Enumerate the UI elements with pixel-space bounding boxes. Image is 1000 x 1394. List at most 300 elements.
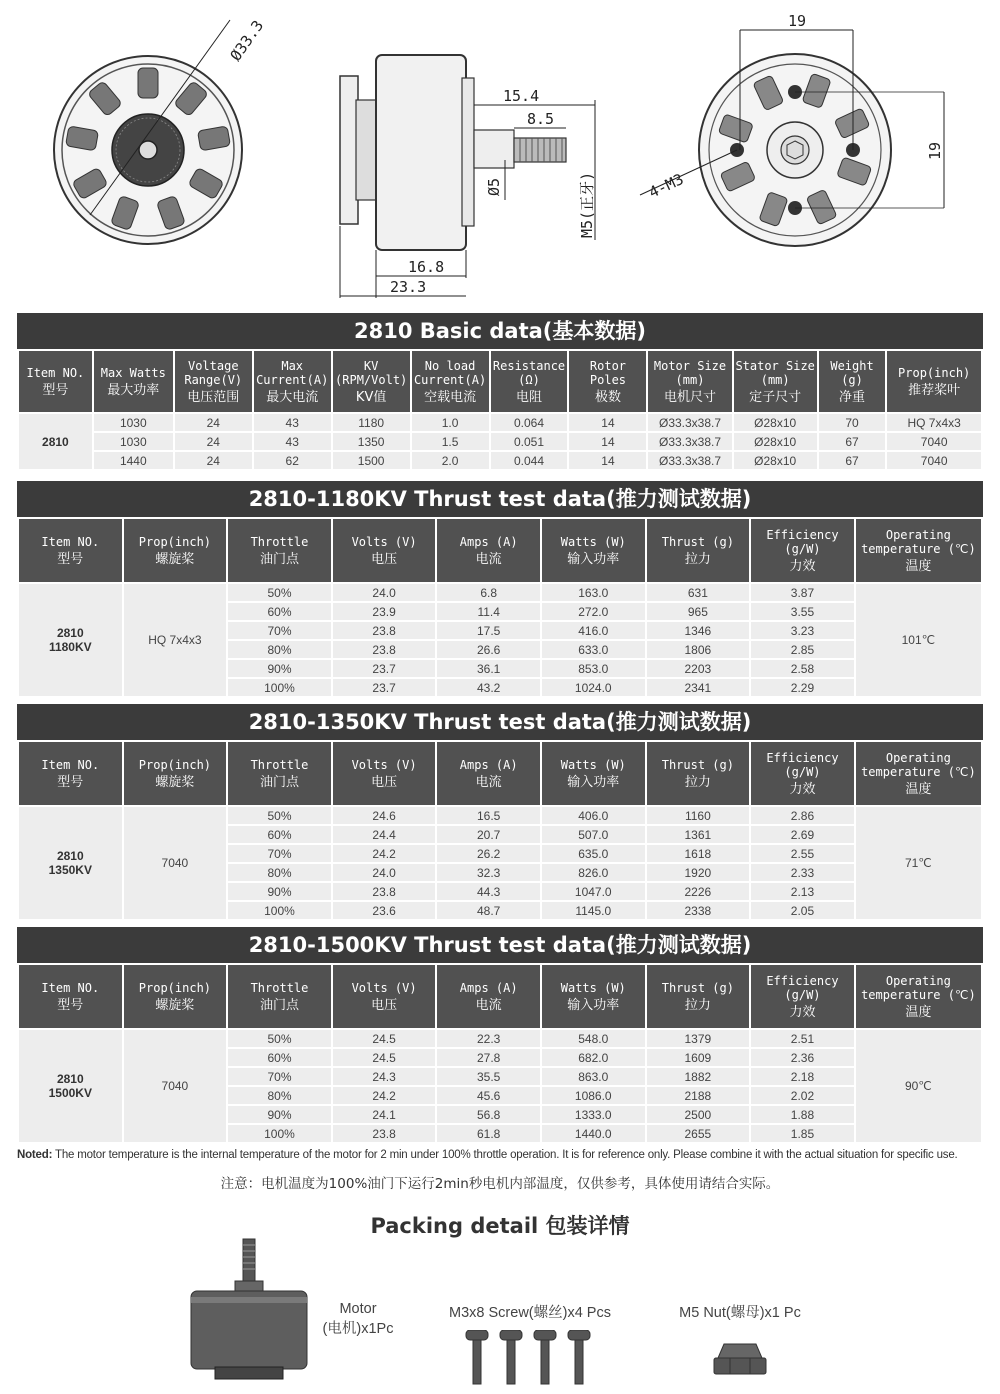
basic-cell: 0.051 [491,433,568,450]
mount-height-label: 19 [926,141,944,160]
thrust-header-cell [751,742,854,805]
thrust-cell: 1047.0 [542,883,645,900]
header-en: Watts (W) [560,980,626,995]
thrust-cell: 416.0 [542,622,645,639]
header-cn: 电压 [371,997,398,1013]
thrust-cell: 36.1 [437,660,540,677]
thrust-header-cell [647,965,750,1028]
basic-row [19,433,981,450]
thrust-header-cell [437,965,540,1028]
thrust-cell: 100% [228,902,331,919]
header-en: Watts (W) [560,534,626,549]
thrust-cell: 1882 [647,1068,750,1085]
header-en: Efficiency (g/W) [766,527,839,556]
basic-data-table [17,349,983,471]
thrust-cell: 90% [228,660,331,677]
header-en: Item NO. [41,534,100,549]
motor-front-view [54,17,267,244]
thrust-prop: HQ 7x4x3 [124,584,227,696]
thrust-cell: 80% [228,864,331,881]
header-cn: 最大电流 [266,389,319,405]
thrust-cell: 2.51 [751,1030,854,1047]
basic-cell: 62 [254,452,331,469]
header-cn: 温度 [905,1004,932,1020]
packing-screw-label: M3x8 Screw(螺丝)x4 Pcs [449,1305,611,1321]
basic-cell: 67 [819,433,886,450]
thrust-header-cell [437,519,540,582]
header-en: Amps (A) [459,757,518,772]
header-en: Thrust (g) [661,757,734,772]
header-en: Thrust (g) [661,980,734,995]
screw-image [462,1330,592,1388]
header-en: Prop(inch) [138,534,212,549]
thrust-cell: 1379 [647,1030,750,1047]
thrust-cell: 17.5 [437,622,540,639]
thrust-item-no [19,1030,122,1142]
thrust-cell: 24.0 [333,864,436,881]
basic-cell: 24 [175,452,252,469]
thrust-cell: 2.05 [751,902,854,919]
header-en: Prop(inch) [898,365,971,380]
basic-cell: 1500 [333,452,410,469]
packing-title: Packing detail 包装详情 [370,1214,630,1238]
thrust-cell: 24.5 [333,1030,436,1047]
thrust-header-cell [647,742,750,805]
thrust-temp: 90℃ [856,1030,981,1142]
thrust-cell: 2188 [647,1087,750,1104]
thrust-cell: 56.8 [437,1106,540,1123]
thrust-cell: 2.29 [751,679,854,696]
basic-header-cell [734,351,817,412]
shaft-length-label: 15.4 [503,87,540,105]
basic-data-title: 2810 Basic data(基本数据) [17,313,983,349]
thrust-header-cell [333,965,436,1028]
thrust-cell: 1440.0 [542,1125,645,1142]
thrust-cell: 23.7 [333,679,436,696]
thrust-cell: 631 [647,584,750,601]
thrust-header-row [19,742,981,805]
basic-cell: 1.5 [412,433,489,450]
header-en: Item NO. [41,757,100,772]
thrust-cell: 80% [228,1087,331,1104]
header-cn: 力效 [789,558,816,574]
header-cn: 油门点 [259,774,299,790]
header-en: Prop(inch) [138,980,212,995]
thrust-cell: 272.0 [542,603,645,620]
packing-motor-label [310,1301,406,1338]
item-model: 2810 [56,849,84,863]
thrust-header-cell [124,519,227,582]
motor-image [185,1235,315,1385]
basic-cell: 1440 [94,452,173,469]
thrust-row [19,584,981,601]
header-cn: 电阻 [516,389,543,405]
basic-header-cell [819,351,886,412]
header-cn: 电流 [475,551,502,567]
thrust-cell: 2655 [647,1125,750,1142]
thrust-cell: 2.85 [751,641,854,658]
packing-nut-label: M5 Nut(螺母)x1 Pc [679,1305,801,1321]
basic-cell: 24 [175,414,252,431]
thrust-cell: 23.8 [333,622,436,639]
thrust-cell: 23.8 [333,641,436,658]
thrust-cell: 1024.0 [542,679,645,696]
thrust-cell: 23.7 [333,660,436,677]
header-en: Watts (W) [560,757,626,772]
thrust-cell: 2226 [647,883,750,900]
thrust-cell: 1.88 [751,1106,854,1123]
header-en: No load Current(A) [413,358,487,387]
thrust-table [17,963,983,1144]
basic-cell: 14 [569,433,646,450]
item-kv: 1500KV [48,1086,92,1100]
thrust-cell: 1618 [647,845,750,862]
basic-item-no: 2810 [19,414,92,469]
basic-header-cell [94,351,173,412]
header-en: Weight (g) [830,358,874,387]
basic-row [19,452,981,469]
thrust-cell: 60% [228,826,331,843]
thrust-header-cell [647,519,750,582]
body-length-label: 16.8 [408,258,445,276]
basic-cell: Ø33.3x38.7 [648,433,731,450]
thrust-cell: 2.13 [751,883,854,900]
basic-body [19,414,981,469]
thrust-title: 2810-1180KV Thrust test data(推力测试数据) [17,481,983,517]
thrust-cell: 24.1 [333,1106,436,1123]
header-cn: 推荐桨叶 [908,382,961,398]
header-cn: 型号 [42,382,69,398]
packing-motor-line1: Motor [339,1301,377,1317]
thrust-cell: 1920 [647,864,750,881]
thrust-cell: 548.0 [542,1030,645,1047]
thrust-cell: 24.6 [333,807,436,824]
thrust-header-cell [124,965,227,1028]
basic-header-cell [254,351,331,412]
thrust-header-cell [542,965,645,1028]
header-cn: 螺旋桨 [155,774,195,790]
header-cn: 型号 [57,551,84,567]
basic-cell: 67 [819,452,886,469]
basic-cell: 7040 [887,433,981,450]
thrust-cell: 1333.0 [542,1106,645,1123]
thrust-cell: 863.0 [542,1068,645,1085]
front-diameter-label: Ø33.3 [226,16,268,65]
thrust-title: 2810-1500KV Thrust test data(推力测试数据) [17,927,983,963]
basic-cell: Ø28x10 [734,433,817,450]
basic-cell: 7040 [887,452,981,469]
thrust-cell: 11.4 [437,603,540,620]
thrust-cell: 1609 [647,1049,750,1066]
basic-header-cell [333,351,410,412]
thrust-cell: 2.55 [751,845,854,862]
thrust-header-cell [19,965,122,1028]
item-kv: 1350KV [48,863,92,877]
header-en: Throttle [250,534,309,549]
header-cn: 油门点 [259,997,299,1013]
header-cn: KV值 [355,389,387,405]
thrust-row [19,1030,981,1047]
basic-cell: 2.0 [412,452,489,469]
header-cn: 空载电流 [424,389,477,405]
thrust-cell: 50% [228,584,331,601]
header-en: Volts (V) [351,757,417,772]
thrust-cell: 70% [228,1068,331,1085]
basic-header-cell [887,351,981,412]
header-en: Voltage Range(V) [184,358,243,387]
header-cn: 输入功率 [567,774,620,790]
thrust-prop: 7040 [124,1030,227,1142]
header-cn: 温度 [905,781,932,797]
basic-cell: 24 [175,433,252,450]
basic-cell: 1180 [333,414,410,431]
thrust-cell: 60% [228,1049,331,1066]
motor-rear-view [640,12,944,246]
thrust-cell: 50% [228,807,331,824]
header-en: Throttle [250,980,309,995]
thrust-cell: 43.2 [437,679,540,696]
thrust-cell: 1361 [647,826,750,843]
basic-cell: 0.064 [491,414,568,431]
header-cn: 螺旋桨 [155,997,195,1013]
header-en: Thrust (g) [661,534,734,549]
basic-row [19,414,981,431]
thrust-cell: 1.85 [751,1125,854,1142]
thrust-cell: 2.69 [751,826,854,843]
thrust-cell: 44.3 [437,883,540,900]
header-cn: 净重 [839,389,866,405]
thrust-cell: 635.0 [542,845,645,862]
thrust-cell: 80% [228,641,331,658]
thrust-header-cell [856,742,981,805]
thrust-temp: 101℃ [856,584,981,696]
motor-side-view [340,55,596,298]
thrust-header-cell [751,519,854,582]
thrust-cell: 23.6 [333,902,436,919]
basic-cell: 1030 [94,414,173,431]
thrust-cell: 2338 [647,902,750,919]
mount-screw-label: 4-M3 [646,170,687,202]
header-en: Item NO. [26,365,85,380]
thrust-table [17,517,983,698]
header-cn: 螺旋桨 [155,551,195,567]
shaft-diameter-label: Ø5 [485,177,503,196]
thrust-cell: 965 [647,603,750,620]
thrust-cell: 163.0 [542,584,645,601]
basic-header-cell [19,351,92,412]
header-en: Amps (A) [459,534,518,549]
header-en: Item NO. [41,980,100,995]
header-cn: 电压 [371,774,398,790]
thrust-cell: 70% [228,845,331,862]
thrust-title: 2810-1350KV Thrust test data(推力测试数据) [17,704,983,740]
header-en: Operating temperature (℃) [861,973,976,1002]
thrust-header-cell [228,519,331,582]
header-en: Amps (A) [459,980,518,995]
thrust-cell: 2.18 [751,1068,854,1085]
thrust-header-cell [333,742,436,805]
basic-header-cell [412,351,489,412]
thrust-cell: 826.0 [542,864,645,881]
thrust-cell: 70% [228,622,331,639]
header-en: Stator Size (mm) [735,358,815,387]
header-en: Volts (V) [351,980,417,995]
thrust-cell: 27.8 [437,1049,540,1066]
note-label: Noted: [17,1149,53,1161]
thrust-item-no [19,584,122,696]
mount-width-label: 19 [788,12,807,30]
header-en: Motor Size (mm) [653,358,727,387]
thrust-cell: 3.23 [751,622,854,639]
header-cn: 最大功率 [107,382,160,398]
basic-cell: 43 [254,414,331,431]
dimension-drawings [0,0,1000,305]
thrust-row [19,807,981,824]
item-kv: 1180KV [48,640,92,654]
thrust-cell: 48.7 [437,902,540,919]
thrust-header-cell [19,742,122,805]
thread-length-label: 8.5 [527,110,555,128]
header-en: Efficiency (g/W) [766,750,839,779]
thrust-item-no [19,807,122,919]
thread-label: M5(正牙) [578,171,596,238]
thrust-cell: 24.4 [333,826,436,843]
thrust-cell: 1346 [647,622,750,639]
thrust-header-cell [856,965,981,1028]
basic-cell: 43 [254,433,331,450]
thrust-cell: 1160 [647,807,750,824]
header-en: Efficiency (g/W) [766,973,839,1002]
thrust-header-cell [124,742,227,805]
header-cn: 电流 [475,774,502,790]
thrust-header-cell [228,965,331,1028]
basic-header-cell [569,351,646,412]
basic-header-cell [648,351,731,412]
thrust-cell: 853.0 [542,660,645,677]
header-cn: 温度 [905,558,932,574]
thrust-cell: 507.0 [542,826,645,843]
thrust-cell: 1145.0 [542,902,645,919]
basic-cell: 14 [569,414,646,431]
thrust-header-cell [856,519,981,582]
thrust-cell: 20.7 [437,826,540,843]
thrust-header-row [19,965,981,1028]
thrust-cell: 100% [228,1125,331,1142]
thrust-cell: 2.86 [751,807,854,824]
thrust-header-cell [19,519,122,582]
thrust-cell: 24.0 [333,584,436,601]
thrust-header-cell [228,742,331,805]
item-model: 2810 [56,626,84,640]
thrust-cell: 61.8 [437,1125,540,1142]
thrust-cell: 16.5 [437,807,540,824]
thrust-cell: 2203 [647,660,750,677]
header-en: Prop(inch) [138,757,212,772]
thrust-cell: 23.8 [333,1125,436,1142]
header-cn: 型号 [57,774,84,790]
basic-cell: 14 [569,452,646,469]
header-cn: 拉力 [684,997,711,1013]
thrust-cell: 24.5 [333,1049,436,1066]
thrust-cell: 682.0 [542,1049,645,1066]
header-en: Resistance (Ω) [492,358,566,387]
thrust-cell: 6.8 [437,584,540,601]
basic-cell: Ø28x10 [734,414,817,431]
thrust-cell: 2.36 [751,1049,854,1066]
header-cn: 定子尺寸 [749,389,802,405]
header-en: Operating temperature (℃) [861,750,976,779]
thrust-cell: 24.2 [333,1087,436,1104]
header-en: Throttle [250,757,309,772]
thrust-cell: 32.3 [437,864,540,881]
thrust-cell: 3.87 [751,584,854,601]
thrust-cell: 23.9 [333,603,436,620]
total-length-label: 23.3 [390,278,427,296]
thrust-cell: 1806 [647,641,750,658]
note-en [17,1149,987,1161]
thrust-cell: 2341 [647,679,750,696]
thrust-cell: 1086.0 [542,1087,645,1104]
thrust-header-cell [542,742,645,805]
thrust-cell: 23.8 [333,883,436,900]
basic-cell: 0.044 [491,452,568,469]
header-en: Volts (V) [351,534,417,549]
header-cn: 力效 [789,781,816,797]
thrust-cell: 2.33 [751,864,854,881]
thrust-cell: 22.3 [437,1030,540,1047]
thrust-cell: 3.55 [751,603,854,620]
thrust-cell: 100% [228,679,331,696]
header-cn: 电压 [371,551,398,567]
basic-cell: 1.0 [412,414,489,431]
header-cn: 拉力 [684,774,711,790]
header-cn: 电流 [475,997,502,1013]
basic-header-cell [175,351,252,412]
basic-cell: 70 [819,414,886,431]
header-en: Operating temperature (℃) [861,527,976,556]
header-en: Max Current(A) [256,358,329,387]
header-en: Rotor Poles [589,358,627,387]
thrust-cell: 2500 [647,1106,750,1123]
basic-header-cell [491,351,568,412]
basic-cell: 1030 [94,433,173,450]
thrust-cell: 406.0 [542,807,645,824]
basic-cell: Ø28x10 [734,452,817,469]
basic-cell: HQ 7x4x3 [887,414,981,431]
header-en: KV (RPM/Volt) [335,358,408,387]
header-cn: 油门点 [259,551,299,567]
thrust-cell: 2.02 [751,1087,854,1104]
note-cn: 注意：电机温度为100%油门下运行2min秒电机内部温度，仅供参考，具体使用请结合实际。 [220,1176,780,1192]
thrust-temp: 71℃ [856,807,981,919]
thrust-cell: 35.5 [437,1068,540,1085]
note-text: The motor temperature is the internal temperature of the motor for 2 min under 100% throttle operation. It is for reference only. Please combine it with the actual situation for specific use. [55,1149,958,1161]
thrust-cell: 60% [228,603,331,620]
thrust-cell: 633.0 [542,641,645,658]
header-cn: 型号 [57,997,84,1013]
thrust-prop: 7040 [124,807,227,919]
thrust-cell: 90% [228,883,331,900]
thrust-cell: 24.3 [333,1068,436,1085]
thrust-table [17,740,983,921]
basic-header-row [19,351,981,412]
header-cn: 拉力 [684,551,711,567]
header-cn: 电压范围 [187,389,240,405]
thrust-cell: 24.2 [333,845,436,862]
thrust-cell: 26.6 [437,641,540,658]
packing-motor-line2: (电机)x1Pc [322,1321,394,1337]
nut-image [712,1340,768,1380]
